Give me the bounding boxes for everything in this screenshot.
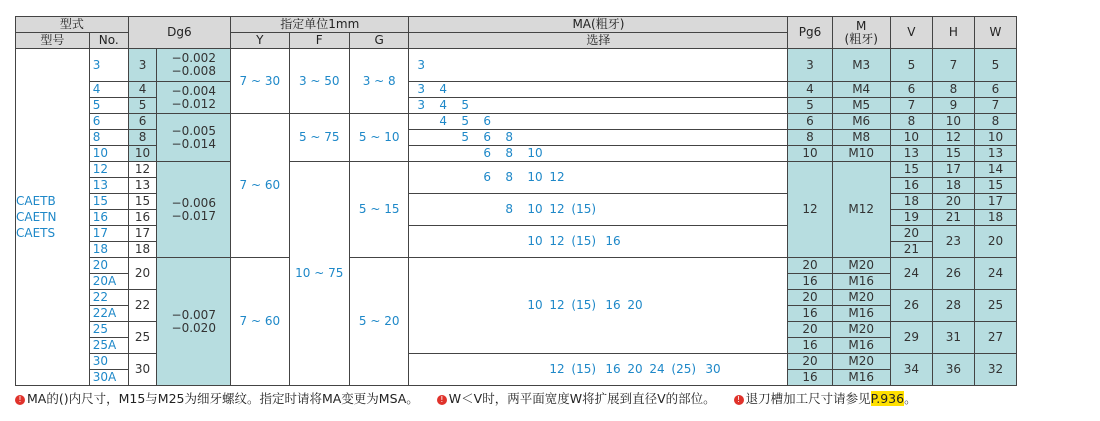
ma-option: 10 [527, 146, 543, 160]
m-thread: M3 [832, 49, 890, 82]
dg6-diameter: 3 [128, 49, 157, 82]
m-thread: M6 [832, 114, 890, 130]
v-value: 6 [890, 82, 932, 98]
dg6-diameter: 20 [128, 258, 157, 290]
pg6-value: 20 [788, 322, 832, 338]
tol-lower: −0.012 [171, 96, 216, 111]
part-no: 4 [89, 82, 128, 98]
v-value: 10 [890, 130, 932, 146]
g-range: 5 ~ 20 [349, 258, 408, 386]
ma-option: 12 [549, 202, 565, 216]
w-value: 14 [974, 162, 1016, 178]
pg6-value: 10 [788, 146, 832, 162]
w-value: 15 [974, 178, 1016, 194]
y-range: 7 ~ 60 [231, 114, 289, 258]
header-ma-title: MA(粗牙) [409, 17, 788, 33]
ma-options [409, 354, 788, 386]
dg6-diameter: 6 [128, 114, 157, 130]
tol-upper: −0.005 [171, 123, 216, 138]
v-value: 29 [890, 322, 932, 354]
type-code: CAETB [16, 194, 56, 208]
part-no: 20 [89, 258, 128, 274]
dg6-tolerance [157, 258, 231, 386]
part-no: 17 [89, 226, 128, 242]
v-value: 5 [890, 49, 932, 82]
ma-option: (15) [571, 234, 597, 248]
ma-option: 3 [417, 57, 426, 72]
ma-option: 16 [605, 234, 621, 248]
pg6-value: 20 [788, 354, 832, 370]
ma-option: 12 [549, 234, 565, 248]
ma-option: 4 [439, 98, 448, 112]
header-g: G [349, 33, 408, 49]
pg6-value: 5 [788, 98, 832, 114]
dg6-tolerance [157, 49, 231, 82]
m-thread: M8 [832, 130, 890, 146]
ma-option: 10 [527, 298, 543, 312]
h-value: 26 [932, 258, 974, 290]
dg6-diameter: 8 [128, 130, 157, 146]
v-value: 13 [890, 146, 932, 162]
type-codes-cell [16, 49, 90, 386]
ma-option: 6 [483, 146, 492, 160]
w-value: 25 [974, 290, 1016, 322]
h-value: 9 [932, 98, 974, 114]
w-value: 32 [974, 354, 1016, 386]
dg6-diameter: 15 [128, 194, 157, 210]
part-no: 10 [89, 146, 128, 162]
dg6-diameter: 17 [128, 226, 157, 242]
ma-options [409, 162, 788, 194]
header-ma-select: 选择 [409, 33, 788, 49]
part-no: 30 [89, 354, 128, 370]
v-value: 16 [890, 178, 932, 194]
ma-option: 3 [417, 98, 426, 112]
m-thread: M12 [832, 162, 890, 258]
footnote-3: 退刀槽加工尺寸请参见 [745, 391, 871, 406]
type-code: CAETS [16, 226, 56, 240]
f-range: 10 ~ 75 [289, 162, 349, 386]
header-no: No. [89, 33, 128, 49]
header-v: V [890, 17, 932, 49]
f-range: 3 ~ 50 [289, 49, 349, 114]
ma-option: 30 [705, 362, 721, 376]
w-value: 27 [974, 322, 1016, 354]
h-value: 36 [932, 354, 974, 386]
dg6-diameter: 30 [128, 354, 157, 386]
ma-option: 5 [461, 98, 470, 112]
w-value: 5 [974, 49, 1016, 82]
dg6-diameter: 16 [128, 210, 157, 226]
v-value: 7 [890, 98, 932, 114]
header-m-line2: (粗牙) [844, 31, 878, 46]
ma-option: 10 [527, 170, 543, 184]
w-value: 6 [974, 82, 1016, 98]
m-thread: M5 [832, 98, 890, 114]
h-value: 8 [932, 82, 974, 98]
ma-option: 5 [461, 114, 470, 128]
type-code-list [16, 193, 89, 241]
w-value: 20 [974, 226, 1016, 258]
h-value: 12 [932, 130, 974, 146]
part-no: 12 [89, 162, 128, 178]
ma-option: (15) [571, 202, 597, 216]
ma-options [409, 226, 788, 258]
m-thread: M20 [832, 290, 890, 306]
footnotes [15, 389, 917, 407]
h-value: 15 [932, 146, 974, 162]
ma-option: 16 [605, 298, 621, 312]
ma-option: 16 [605, 362, 621, 376]
ma-options [409, 130, 788, 146]
ma-option: 3 [417, 82, 426, 96]
spec-table-container [15, 16, 1017, 386]
w-value: 8 [974, 114, 1016, 130]
ma-options [409, 82, 788, 98]
ma-option: (15) [571, 298, 597, 312]
w-value: 10 [974, 130, 1016, 146]
ma-option: 24 [649, 362, 665, 376]
ma-option: 4 [439, 82, 448, 96]
m-thread: M20 [832, 258, 890, 274]
ma-options [409, 98, 788, 114]
ma-options [409, 194, 788, 226]
note-icon: ! [15, 395, 25, 405]
footnote-2: W＜V时，两平面宽度W将扩展到直径V的部位。 [448, 391, 716, 406]
h-value: 21 [932, 210, 974, 226]
tol-upper: −0.004 [171, 83, 216, 98]
part-no: 20A [89, 274, 128, 290]
dg6-diameter: 12 [128, 162, 157, 178]
note-icon: ! [437, 395, 447, 405]
tol-lower: −0.008 [171, 64, 216, 78]
part-no: 25 [89, 322, 128, 338]
m-thread: M16 [832, 274, 890, 290]
m-thread: M10 [832, 146, 890, 162]
v-value: 15 [890, 162, 932, 178]
pg6-value: 16 [788, 306, 832, 322]
ma-option: 20 [627, 298, 643, 312]
header-m [832, 17, 890, 49]
m-thread: M20 [832, 354, 890, 370]
header-f: F [289, 33, 349, 49]
tol-upper: −0.006 [171, 195, 216, 210]
footnote-1: MA的()内尺寸，M15与M25为细牙螺纹。指定时请将MA变更为MSA。 [27, 391, 419, 406]
v-value: 26 [890, 290, 932, 322]
pg6-value: 16 [788, 370, 832, 386]
g-range: 5 ~ 15 [349, 162, 408, 258]
header-type-no: 型号 [16, 33, 90, 49]
tol-upper: −0.007 [171, 307, 216, 322]
y-range: 7 ~ 30 [231, 49, 289, 114]
dg6-tolerance [157, 162, 231, 258]
w-value: 7 [974, 98, 1016, 114]
h-value: 10 [932, 114, 974, 130]
header-h: H [932, 17, 974, 49]
part-no: 8 [89, 130, 128, 146]
ma-option: 6 [483, 170, 492, 184]
ma-option: (15) [571, 362, 597, 376]
dg6-diameter: 4 [128, 82, 157, 98]
pg6-value: 20 [788, 258, 832, 274]
page-reference-link[interactable]: P.936 [870, 391, 905, 406]
h-value: 31 [932, 322, 974, 354]
m-thread: M16 [832, 338, 890, 354]
dg6-diameter: 22 [128, 290, 157, 322]
footnote-3-end: 。 [904, 391, 917, 406]
w-value: 18 [974, 210, 1016, 226]
w-value: 17 [974, 194, 1016, 210]
dg6-tolerance [157, 114, 231, 162]
h-value: 17 [932, 162, 974, 178]
ma-option: 8 [505, 130, 514, 144]
ma-options [409, 258, 788, 354]
ma-option: 8 [505, 202, 514, 216]
v-value: 19 [890, 210, 932, 226]
v-value: 24 [890, 258, 932, 290]
ma-option: 12 [549, 298, 565, 312]
ma-options [409, 49, 788, 82]
m-thread: M20 [832, 322, 890, 338]
dg6-diameter: 13 [128, 178, 157, 194]
w-value: 24 [974, 258, 1016, 290]
header-w: W [974, 17, 1016, 49]
part-no: 25A [89, 338, 128, 354]
ma-option: 8 [505, 170, 514, 184]
v-value: 8 [890, 114, 932, 130]
ma-options [409, 114, 788, 130]
ma-option: 5 [461, 130, 470, 144]
ma-option: (25) [671, 362, 697, 376]
v-value: 20 [890, 226, 932, 242]
ma-option: 6 [483, 114, 492, 128]
header-m-line1: M [856, 18, 867, 33]
pg6-value: 16 [788, 274, 832, 290]
pg6-value: 4 [788, 82, 832, 98]
h-value: 20 [932, 194, 974, 210]
ma-option: 10 [527, 234, 543, 248]
header-spec-group: 指定单位1mm [231, 17, 409, 33]
header-pg6: Pg6 [788, 17, 832, 49]
ma-option: 10 [527, 202, 543, 216]
part-no: 22A [89, 306, 128, 322]
h-value: 7 [932, 49, 974, 82]
ma-option: 20 [627, 362, 643, 376]
pg6-value: 6 [788, 114, 832, 130]
part-no: 22 [89, 290, 128, 306]
ma-options [409, 146, 788, 162]
dg6-diameter: 25 [128, 322, 157, 354]
part-no: 30A [89, 370, 128, 386]
part-no: 5 [89, 98, 128, 114]
tol-upper: −0.002 [171, 51, 216, 65]
f-range: 5 ~ 75 [289, 114, 349, 162]
header-y: Y [231, 33, 289, 49]
header-dg6: Dg6 [128, 17, 230, 49]
dg6-diameter: 18 [128, 242, 157, 258]
part-no: 13 [89, 178, 128, 194]
ma-option: 12 [549, 170, 565, 184]
y-range: 7 ~ 60 [231, 258, 289, 386]
part-no: 3 [89, 49, 128, 82]
m-thread: M4 [832, 82, 890, 98]
header-type-group: 型式 [16, 17, 129, 33]
pg6-value: 12 [788, 162, 832, 258]
tol-lower: −0.017 [171, 208, 216, 223]
h-value: 28 [932, 290, 974, 322]
spec-table [15, 16, 1017, 386]
g-range: 5 ~ 10 [349, 114, 408, 162]
tol-lower: −0.020 [171, 320, 216, 335]
m-thread: M16 [832, 370, 890, 386]
h-value: 18 [932, 178, 974, 194]
dg6-diameter: 5 [128, 98, 157, 114]
part-no: 16 [89, 210, 128, 226]
part-no: 18 [89, 242, 128, 258]
ma-option: 4 [439, 114, 448, 128]
pg6-value: 8 [788, 130, 832, 146]
ma-option: 6 [483, 130, 492, 144]
dg6-diameter: 10 [128, 146, 157, 162]
v-value: 34 [890, 354, 932, 386]
g-range: 3 ~ 8 [349, 49, 408, 114]
part-no: 6 [89, 114, 128, 130]
part-no: 15 [89, 194, 128, 210]
pg6-value: 3 [788, 49, 832, 82]
type-code: CAETN [16, 210, 57, 224]
pg6-value: 20 [788, 290, 832, 306]
dg6-tolerance [157, 82, 231, 114]
ma-option: 12 [549, 362, 565, 376]
v-value: 21 [890, 242, 932, 258]
ma-option: 8 [505, 146, 514, 160]
v-value: 18 [890, 194, 932, 210]
m-thread: M16 [832, 306, 890, 322]
w-value: 13 [974, 146, 1016, 162]
note-icon: ! [734, 395, 744, 405]
h-value: 23 [932, 226, 974, 258]
pg6-value: 16 [788, 338, 832, 354]
tol-lower: −0.014 [171, 136, 216, 151]
